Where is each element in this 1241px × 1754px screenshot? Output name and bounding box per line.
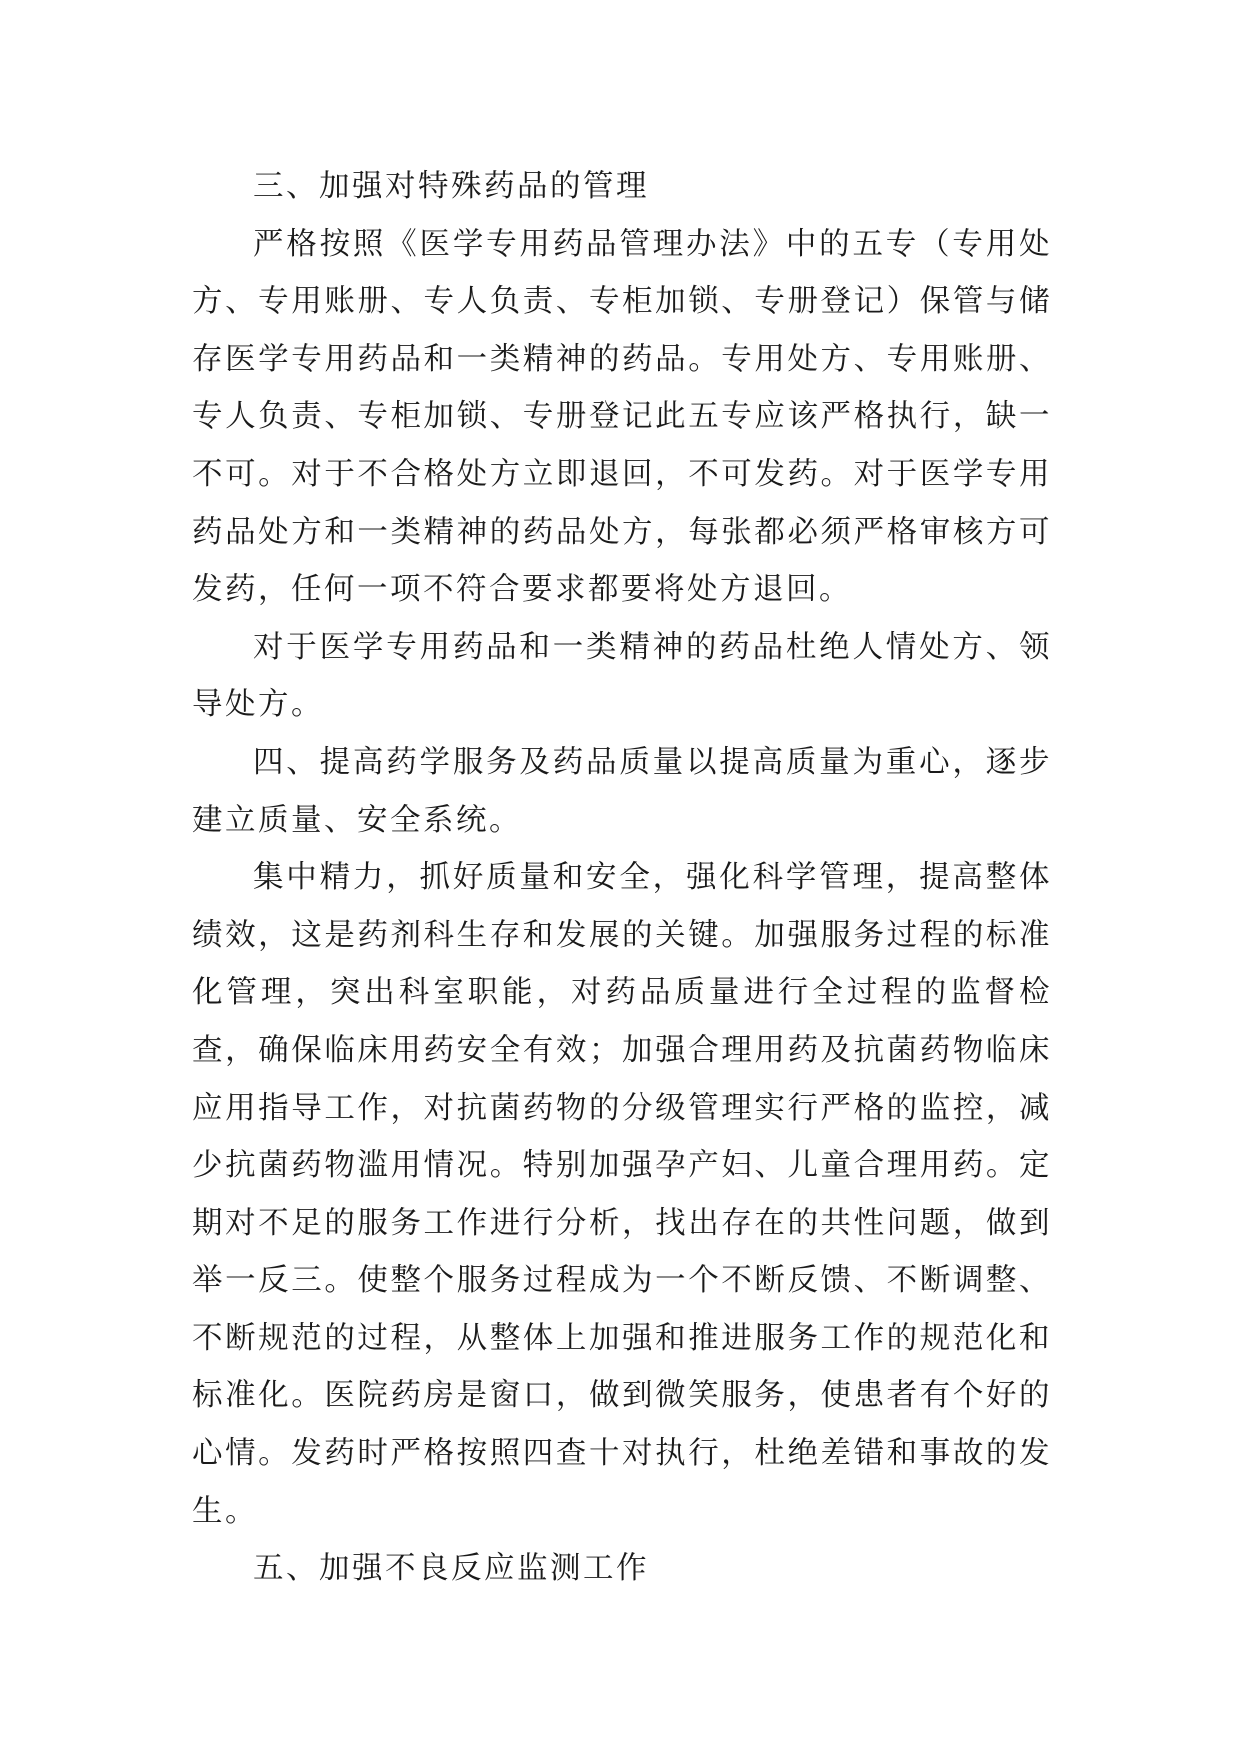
section-heading-pharmacy-service-quality: 四、提高药学服务及药品质量以提高质量为重心，逐步建立质量、安全系统。 xyxy=(192,744,1052,838)
paragraph-no-favor-prescriptions: 对于医学专用药品和一类精神的药品杜绝人情处方、领导处方。 xyxy=(192,629,1052,723)
section-heading-special-drugs: 三、加强对特殊药品的管理 xyxy=(253,169,649,204)
paragraph-quality-and-safety: 集中精力，抓好质量和安全，强化科学管理，提高整体绩效，这是药剂科生存和发展的关键。加强服务过程的标准化管理，突出科室职能，对药品质量进行全过程的监督检查，确保临床用药安全有效；加强合理用药及抗菌药物临床应用指导工作，对抗菌药物的分级管理实行严格的监控，减少抗菌药物滥用情况。特别加强孕产妇、儿童合理用药。定期对不足的服务工作进行分析，找出存在的共性问题，做到举一反三。使整个服务过程成为一个不断反馈、不断调整、不断规范的过程，从整体上加强和推进服务工作的规范化和标准化。医院药房是窗口，做到微笑服务，使患者有个好的心情。发药时严格按照四查十对执行，杜绝差错和事故的发生。 xyxy=(192,860,1052,1529)
document-body xyxy=(192,158,1052,1598)
paragraph-five-special-rules: 严格按照《医学专用药品管理办法》中的五专（专用处方、专用账册、专人负责、专柜加锁、专册登记）保管与储存医学专用药品和一类精神的药品。专用处方、专用账册、专人负责、专柜加锁、专册登记此五专应该严格执行，缺一不可。对于不合格处方立即退回，不可发药。对于医学专用药品处方和一类精神的药品处方，每张都必须严格审核方可发药，任何一项不符合要求都要将处方退回。 xyxy=(192,226,1052,608)
section-heading-adverse-reaction-monitoring: 五、加强不良反应监测工作 xyxy=(253,1551,649,1587)
